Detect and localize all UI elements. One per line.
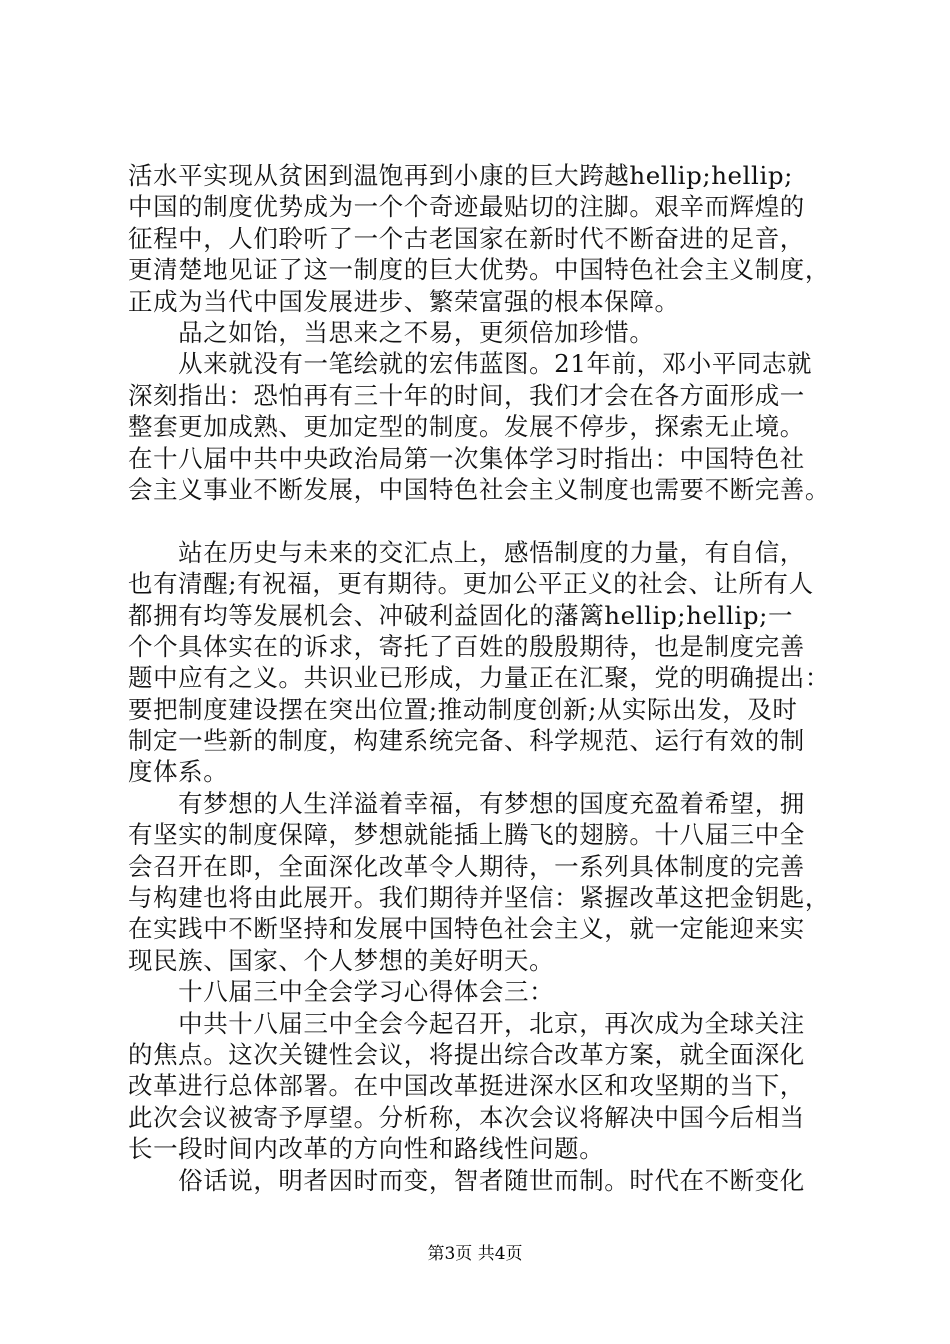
text-line: 有梦想的人生洋溢着幸福，有梦想的国度充盈着希望，拥: [128, 788, 805, 818]
text-line: 也有清醒;有祝福，更有期待。更加公平正义的社会、让所有人: [128, 569, 814, 599]
blank-line: [128, 505, 848, 536]
text-line: 站在历史与未来的交汇点上，感悟制度的力量，有自信，: [128, 537, 805, 567]
text-line: 中共十八届三中全会今起召开，北京，再次成为全球关注: [128, 1008, 805, 1038]
text-line: 活水平实现从贫困到温饱再到小康的巨大跨越hellip;hellip;: [128, 161, 794, 190]
text-line: 个个具体实在的诉求，寄托了百姓的殷殷期待，也是制度完善: [128, 631, 805, 661]
text-line: 度体系。: [128, 757, 229, 787]
text-line: 中国的制度优势成为一个个奇迹最贴切的注脚。艰辛而辉煌的: [128, 192, 805, 222]
text-line: 品之如饴，当思来之不易，更须倍加珍惜。: [128, 317, 655, 347]
text-line: 更清楚地见证了这一制度的巨大优势。中国特色社会主义制度，: [128, 255, 830, 285]
text-line: 正成为当代中国发展进步、繁荣富强的根本保障。: [128, 286, 680, 316]
text-line: 深刻指出：恐怕再有三十年的时间，我们才会在各方面形成一: [128, 380, 805, 410]
text-line: 会主义事业不断发展，中国特色社会主义制度也需要不断完善。: [128, 474, 830, 504]
page-footer: 第3页 共4页: [427, 1244, 523, 1264]
text-line: 改革进行总体部署。在中国改革挺进深水区和攻坚期的当下，: [128, 1071, 805, 1101]
text-line: 在实践中不断坚持和发展中国特色社会主义，就一定能迎来实: [128, 914, 805, 944]
text-line: 与构建也将由此展开。我们期待并坚信：紧握改革这把金钥匙，: [128, 883, 830, 913]
text-line: 现民族、国家、个人梦想的美好明天。: [128, 945, 555, 975]
text-line: 从来就没有一笔绘就的宏伟蓝图。21年前，邓小平同志就: [128, 349, 813, 379]
text-line: 整套更加成熟、更加定型的制度。发展不停步，探索无止境。: [128, 412, 805, 442]
text-line: 长一段时间内改革的方向性和路线性问题。: [128, 1134, 605, 1164]
text-line: 在十八届中共中央政治局第一次集体学习时指出：中国特色社: [128, 443, 805, 473]
text-line: 俗话说，明者因时而变，智者随世而制。时代在不断变化: [128, 1165, 805, 1195]
text-line: 要把制度建设摆在突出位置;推动制度创新;从实际出发，及时: [128, 694, 798, 724]
text-line: 有坚实的制度保障，梦想就能插上腾飞的翅膀。十八届三中全: [128, 820, 805, 850]
text-line: 都拥有均等发展机会、冲破利益固化的藩篱hellip;hellip;一: [128, 600, 794, 630]
text-line: 制定一些新的制度，构建系统完备、科学规范、运行有效的制: [128, 726, 805, 756]
text-line: 题中应有之义。共识业已形成，力量正在汇聚，党的明确提出：: [128, 663, 830, 693]
text-line: 此次会议被寄予厚望。分析称，本次会议将解决中国今后相当: [128, 1102, 805, 1132]
text-line: 会召开在即，全面深化改革令人期待，一系列具体制度的完善: [128, 851, 805, 881]
section-heading: 十八届三中全会学习心得体会三：: [128, 977, 555, 1007]
text-line: 征程中，人们聆听了一个古老国家在新时代不断奋进的足音，: [128, 223, 805, 253]
text-line: 的焦点。这次关键性会议，将提出综合改革方案，就全面深化: [128, 1040, 805, 1070]
